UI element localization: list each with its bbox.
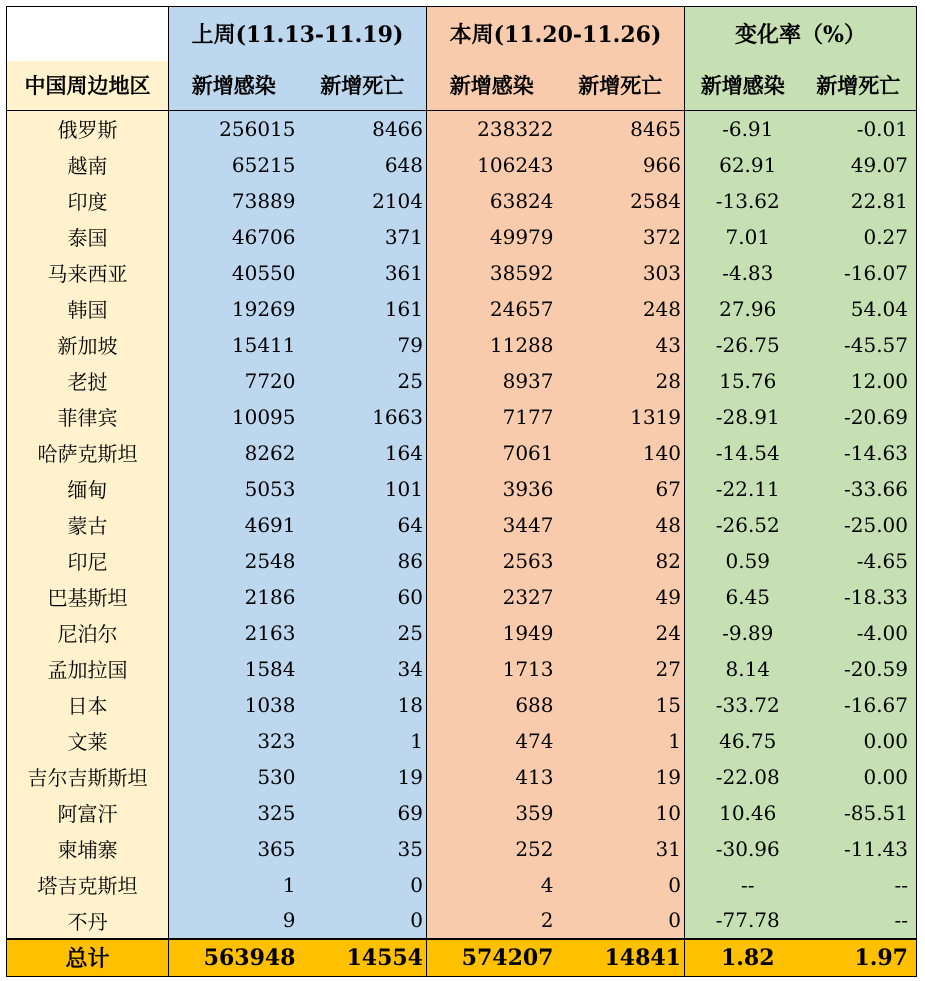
lw-deaths-cell: 0 <box>299 867 427 903</box>
rate-deaths-cell: -16.67 <box>801 687 917 723</box>
rate-infections-cell: -22.11 <box>685 471 801 507</box>
total-lw-infections: 563948 <box>169 939 299 977</box>
rate-infections-cell: -13.62 <box>685 183 801 219</box>
tw-infections-cell: 7061 <box>427 435 557 471</box>
table-row <box>7 795 917 831</box>
lw-deaths-cell: 161 <box>299 291 427 327</box>
lw-deaths-cell: 8466 <box>299 111 427 147</box>
header-this-week: 本周(11.20-11.26) <box>427 7 685 61</box>
tw-infections-cell: 1949 <box>427 615 557 651</box>
region-cell: 马来西亚 <box>7 255 169 291</box>
rate-deaths-cell: 0.00 <box>801 723 917 759</box>
region-cell: 缅甸 <box>7 471 169 507</box>
table-row <box>7 507 917 543</box>
rate-infections-cell: -9.89 <box>685 615 801 651</box>
lw-deaths-cell: 35 <box>299 831 427 867</box>
lw-infections-cell: 2163 <box>169 615 299 651</box>
rate-infections-cell: 27.96 <box>685 291 801 327</box>
region-cell: 塔吉克斯坦 <box>7 867 169 903</box>
rate-deaths-cell: -85.51 <box>801 795 917 831</box>
tw-deaths-cell: 0 <box>557 903 685 939</box>
lw-infections-cell: 365 <box>169 831 299 867</box>
region-cell: 印度 <box>7 183 169 219</box>
tw-deaths-cell: 43 <box>557 327 685 363</box>
tw-deaths-cell: 303 <box>557 255 685 291</box>
tw-deaths-cell: 49 <box>557 579 685 615</box>
rate-deaths-cell: -16.07 <box>801 255 917 291</box>
lw-deaths-cell: 25 <box>299 363 427 399</box>
lw-infections-cell: 325 <box>169 795 299 831</box>
rate-infections-cell: -4.83 <box>685 255 801 291</box>
lw-infections-cell: 1 <box>169 867 299 903</box>
tw-deaths-cell: 2584 <box>557 183 685 219</box>
rate-infections-cell: 7.01 <box>685 219 801 255</box>
tw-deaths-cell: 19 <box>557 759 685 795</box>
lw-deaths-cell: 34 <box>299 651 427 687</box>
region-cell: 吉尔吉斯斯坦 <box>7 759 169 795</box>
tw-deaths-cell: 31 <box>557 831 685 867</box>
header-region: 中国周边地区 <box>7 61 169 111</box>
region-cell: 日本 <box>7 687 169 723</box>
lw-infections-cell: 1584 <box>169 651 299 687</box>
tw-deaths-cell: 8465 <box>557 111 685 147</box>
header-tw-deaths: 新增死亡 <box>557 61 685 111</box>
region-cell: 巴基斯坦 <box>7 579 169 615</box>
lw-infections-cell: 15411 <box>169 327 299 363</box>
lw-deaths-cell: 101 <box>299 471 427 507</box>
tw-deaths-cell: 67 <box>557 471 685 507</box>
rate-infections-cell: -33.72 <box>685 687 801 723</box>
region-cell: 阿富汗 <box>7 795 169 831</box>
rate-deaths-cell: 54.04 <box>801 291 917 327</box>
lw-infections-cell: 46706 <box>169 219 299 255</box>
rate-deaths-cell: -- <box>801 903 917 939</box>
table-row <box>7 723 917 759</box>
table-row <box>7 111 917 147</box>
lw-deaths-cell: 164 <box>299 435 427 471</box>
lw-deaths-cell: 64 <box>299 507 427 543</box>
region-cell: 不丹 <box>7 903 169 939</box>
rate-infections-cell: -26.75 <box>685 327 801 363</box>
region-cell: 尼泊尔 <box>7 615 169 651</box>
lw-infections-cell: 4691 <box>169 507 299 543</box>
lw-infections-cell: 530 <box>169 759 299 795</box>
header-lw-deaths: 新增死亡 <box>299 61 427 111</box>
tw-infections-cell: 1713 <box>427 651 557 687</box>
lw-infections-cell: 10095 <box>169 399 299 435</box>
rate-infections-cell: -14.54 <box>685 435 801 471</box>
rate-infections-cell: -30.96 <box>685 831 801 867</box>
tw-infections-cell: 49979 <box>427 219 557 255</box>
region-cell: 新加坡 <box>7 327 169 363</box>
rate-deaths-cell: 0.00 <box>801 759 917 795</box>
region-cell: 蒙古 <box>7 507 169 543</box>
table-row <box>7 219 917 255</box>
header-change-rate: 变化率（%） <box>685 7 917 61</box>
tw-infections-cell: 38592 <box>427 255 557 291</box>
tw-deaths-cell: 1319 <box>557 399 685 435</box>
lw-infections-cell: 9 <box>169 903 299 939</box>
tw-infections-cell: 11288 <box>427 327 557 363</box>
tw-infections-cell: 63824 <box>427 183 557 219</box>
rate-infections-cell: 8.14 <box>685 651 801 687</box>
lw-deaths-cell: 25 <box>299 615 427 651</box>
region-cell: 哈萨克斯坦 <box>7 435 169 471</box>
rate-deaths-cell: -0.01 <box>801 111 917 147</box>
tw-deaths-cell: 1 <box>557 723 685 759</box>
lw-infections-cell: 2186 <box>169 579 299 615</box>
rate-deaths-cell: -20.69 <box>801 399 917 435</box>
tw-deaths-cell: 10 <box>557 795 685 831</box>
lw-deaths-cell: 79 <box>299 327 427 363</box>
rate-infections-cell: -28.91 <box>685 399 801 435</box>
rate-deaths-cell: -4.65 <box>801 543 917 579</box>
tw-infections-cell: 4 <box>427 867 557 903</box>
header-row-periods <box>7 7 917 61</box>
table-row <box>7 687 917 723</box>
lw-infections-cell: 19269 <box>169 291 299 327</box>
table-row <box>7 435 917 471</box>
table-row <box>7 291 917 327</box>
table-row <box>7 615 917 651</box>
lw-deaths-cell: 1 <box>299 723 427 759</box>
header-rate-infections: 新增感染 <box>685 61 801 111</box>
lw-deaths-cell: 1663 <box>299 399 427 435</box>
region-cell: 菲律宾 <box>7 399 169 435</box>
tw-infections-cell: 238322 <box>427 111 557 147</box>
lw-infections-cell: 1038 <box>169 687 299 723</box>
region-cell: 韩国 <box>7 291 169 327</box>
lw-infections-cell: 256015 <box>169 111 299 147</box>
rate-infections-cell: 10.46 <box>685 795 801 831</box>
rate-deaths-cell: -18.33 <box>801 579 917 615</box>
lw-deaths-cell: 18 <box>299 687 427 723</box>
rate-infections-cell: 15.76 <box>685 363 801 399</box>
tw-infections-cell: 2 <box>427 903 557 939</box>
rate-deaths-cell: -- <box>801 867 917 903</box>
tw-infections-cell: 106243 <box>427 147 557 183</box>
rate-infections-cell: 6.45 <box>685 579 801 615</box>
region-cell: 俄罗斯 <box>7 111 169 147</box>
region-cell: 柬埔寨 <box>7 831 169 867</box>
lw-deaths-cell: 19 <box>299 759 427 795</box>
total-rate-deaths: 1.97 <box>801 939 917 977</box>
table-row <box>7 651 917 687</box>
lw-infections-cell: 65215 <box>169 147 299 183</box>
tw-infections-cell: 8937 <box>427 363 557 399</box>
tw-infections-cell: 413 <box>427 759 557 795</box>
table-row <box>7 579 917 615</box>
rate-infections-cell: 62.91 <box>685 147 801 183</box>
rate-deaths-cell: 22.81 <box>801 183 917 219</box>
table-row <box>7 399 917 435</box>
total-label: 总计 <box>7 939 169 977</box>
tw-deaths-cell: 28 <box>557 363 685 399</box>
table-row <box>7 147 917 183</box>
tw-infections-cell: 3936 <box>427 471 557 507</box>
table-row <box>7 867 917 903</box>
table-row <box>7 327 917 363</box>
total-tw-infections: 574207 <box>427 939 557 977</box>
tw-deaths-cell: 248 <box>557 291 685 327</box>
rate-deaths-cell: -20.59 <box>801 651 917 687</box>
rate-deaths-cell: -14.63 <box>801 435 917 471</box>
total-lw-deaths: 14554 <box>299 939 427 977</box>
table-row <box>7 543 917 579</box>
lw-infections-cell: 323 <box>169 723 299 759</box>
tw-infections-cell: 474 <box>427 723 557 759</box>
lw-deaths-cell: 0 <box>299 903 427 939</box>
lw-deaths-cell: 371 <box>299 219 427 255</box>
lw-deaths-cell: 361 <box>299 255 427 291</box>
lw-infections-cell: 8262 <box>169 435 299 471</box>
header-lw-infections: 新增感染 <box>169 61 299 111</box>
region-cell: 老挝 <box>7 363 169 399</box>
total-row <box>7 939 917 977</box>
tw-infections-cell: 252 <box>427 831 557 867</box>
table-row <box>7 363 917 399</box>
covid-weekly-table <box>6 6 917 977</box>
region-cell: 泰国 <box>7 219 169 255</box>
rate-infections-cell: -22.08 <box>685 759 801 795</box>
header-last-week: 上周(11.13-11.19) <box>169 7 427 61</box>
tw-infections-cell: 24657 <box>427 291 557 327</box>
lw-deaths-cell: 60 <box>299 579 427 615</box>
tw-deaths-cell: 140 <box>557 435 685 471</box>
lw-infections-cell: 73889 <box>169 183 299 219</box>
tw-deaths-cell: 27 <box>557 651 685 687</box>
table-row <box>7 255 917 291</box>
tw-deaths-cell: 372 <box>557 219 685 255</box>
header-row-metrics <box>7 61 917 111</box>
rate-infections-cell: 0.59 <box>685 543 801 579</box>
total-rate-infections: 1.82 <box>685 939 801 977</box>
lw-deaths-cell: 86 <box>299 543 427 579</box>
tw-deaths-cell: 966 <box>557 147 685 183</box>
rate-deaths-cell: 12.00 <box>801 363 917 399</box>
lw-infections-cell: 2548 <box>169 543 299 579</box>
region-cell: 印尼 <box>7 543 169 579</box>
tw-infections-cell: 2563 <box>427 543 557 579</box>
tw-infections-cell: 688 <box>427 687 557 723</box>
rate-infections-cell: -77.78 <box>685 903 801 939</box>
rate-infections-cell: -6.91 <box>685 111 801 147</box>
rate-deaths-cell: -11.43 <box>801 831 917 867</box>
total-tw-deaths: 14841 <box>557 939 685 977</box>
lw-infections-cell: 7720 <box>169 363 299 399</box>
tw-infections-cell: 359 <box>427 795 557 831</box>
tw-infections-cell: 2327 <box>427 579 557 615</box>
lw-infections-cell: 5053 <box>169 471 299 507</box>
tw-infections-cell: 3447 <box>427 507 557 543</box>
table-row <box>7 831 917 867</box>
table-row <box>7 903 917 939</box>
region-cell: 孟加拉国 <box>7 651 169 687</box>
rate-deaths-cell: 49.07 <box>801 147 917 183</box>
rate-infections-cell: 46.75 <box>685 723 801 759</box>
header-rate-deaths: 新增死亡 <box>801 61 917 111</box>
lw-deaths-cell: 69 <box>299 795 427 831</box>
tw-deaths-cell: 0 <box>557 867 685 903</box>
rate-deaths-cell: -25.00 <box>801 507 917 543</box>
tw-deaths-cell: 24 <box>557 615 685 651</box>
rate-deaths-cell: -4.00 <box>801 615 917 651</box>
table-row <box>7 471 917 507</box>
tw-infections-cell: 7177 <box>427 399 557 435</box>
rate-infections-cell: -26.52 <box>685 507 801 543</box>
region-cell: 越南 <box>7 147 169 183</box>
rate-infections-cell: -- <box>685 867 801 903</box>
tw-deaths-cell: 48 <box>557 507 685 543</box>
rate-deaths-cell: -45.57 <box>801 327 917 363</box>
lw-deaths-cell: 2104 <box>299 183 427 219</box>
tw-deaths-cell: 15 <box>557 687 685 723</box>
rate-deaths-cell: 0.27 <box>801 219 917 255</box>
table-row <box>7 183 917 219</box>
table-row <box>7 759 917 795</box>
region-cell: 文莱 <box>7 723 169 759</box>
header-tw-infections: 新增感染 <box>427 61 557 111</box>
lw-deaths-cell: 648 <box>299 147 427 183</box>
tw-deaths-cell: 82 <box>557 543 685 579</box>
rate-deaths-cell: -33.66 <box>801 471 917 507</box>
lw-infections-cell: 40550 <box>169 255 299 291</box>
header-corner <box>7 7 169 61</box>
